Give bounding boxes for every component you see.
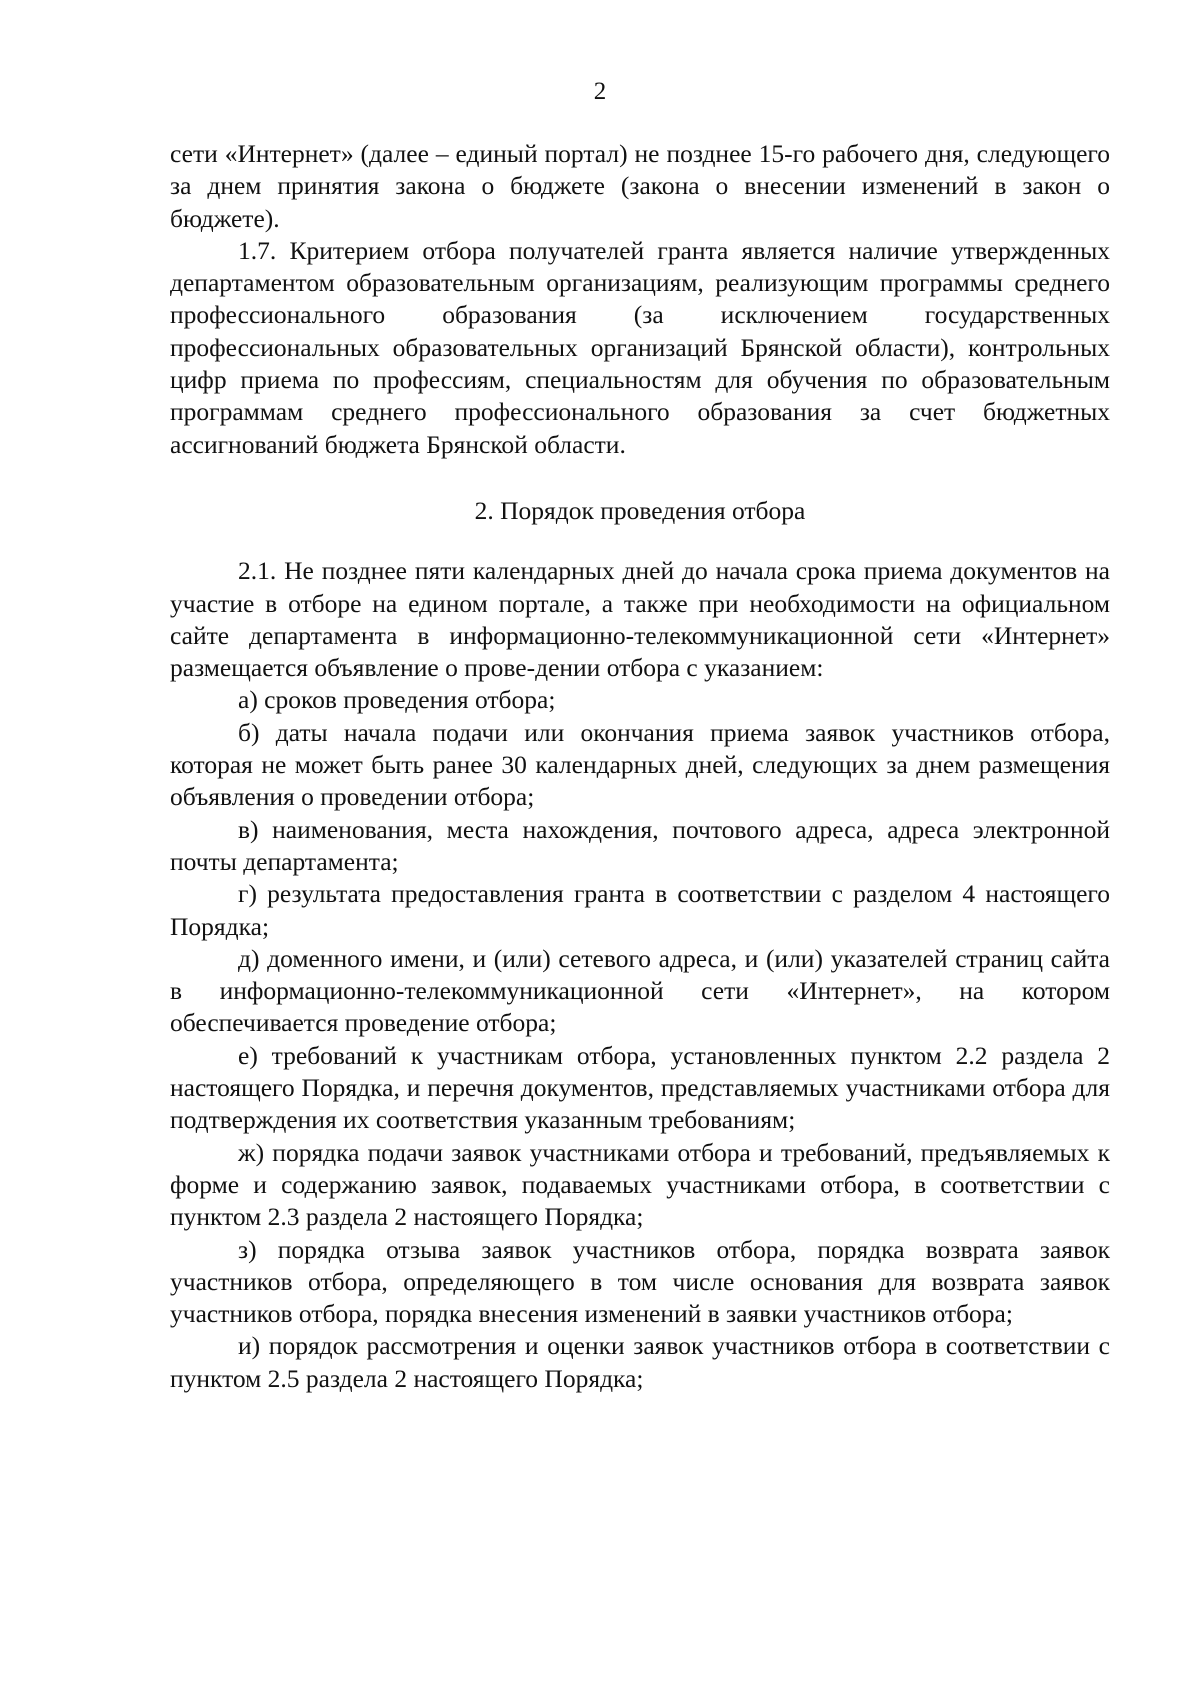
list-item-i: и) порядок рассмотрения и оценки заявок участников отбора в соответствии с пунктом 2.5 раздела 2 настоящего Порядка; [170,1331,1110,1393]
list-item-a: а) сроков проведения отбора; [238,685,556,715]
list-item-g: г) результата предоставления гранта в соответствии с разделом 4 настоящего Порядка; [170,879,1110,941]
list-item-zh: ж) порядка подачи заявок участниками отбора и требований, предъявляемых к форме и содержанию заявок, подаваемых участниками отбора, в соответствии с пунктом 2.3 раздела 2 настоящего Порядка; [170,1137,1110,1232]
list-item-v: в) наименования, места нахождения, почтового адреса, адреса электронной почты департамента; [170,814,1110,876]
paragraph-1-7: 1.7. Критерием отбора получателей гранта является наличие утвержденных департаментом образовательным организациям, реализующим программы среднего профессионального образования (за исключением государственных профессиональных образовательных организаций Брянской области), контрольных цифр приема по профессиям, специальностям для обучения по образовательным программам среднего профессионального образования за счет бюджетных ассигнований бюджета Брянской области. [170,235,1110,459]
list-item-e: е) требований к участникам отбора, установленных пунктом 2.2 раздела 2 настоящего Порядка, и перечня документов, представляемых участниками отбора для подтверждения их соответствия указанным требованиям; [170,1040,1110,1135]
list-item-z: з) порядка отзыва заявок участников отбора, порядка возврата заявок участников отбора, определяющего в том числе основания для возврата заявок участников отбора, порядка внесения изменений в заявки участников отбора; [170,1234,1110,1329]
list-item-d: д) доменного имени, и (или) сетевого адреса, и (или) указателей страниц сайта в информационно-телекоммуникационной сети «Интернет», на котором обеспечивается проведение отбора; [170,943,1110,1038]
list-item-b: б) даты начала подачи или окончания приема заявок участников отбора, которая не может быть ранее 30 календарных дней, следующих за днем размещения объявления о проведении отбора; [170,717,1110,812]
paragraph-continuation: сети «Интернет» (далее – единый портал) не позднее 15-го рабочего дня, следующего за днем принятия закона о бюджете (закона о внесении изменений в закон о бюджете). [170,139,1110,233]
section-heading: 2. Порядок проведения отбора [474,495,806,525]
paragraph-2-1: 2.1. Не позднее пяти календарных дней до начала срока приема документов на участие в отборе на едином портале, а также при необходимости на официальном сайте департамента в информационно-телекоммуникационной сети «Интернет» размещается объявление о прове-дении отбора с указанием: [170,556,1110,683]
page-number: 2 [593,78,607,105]
document-body [170,138,1110,1395]
